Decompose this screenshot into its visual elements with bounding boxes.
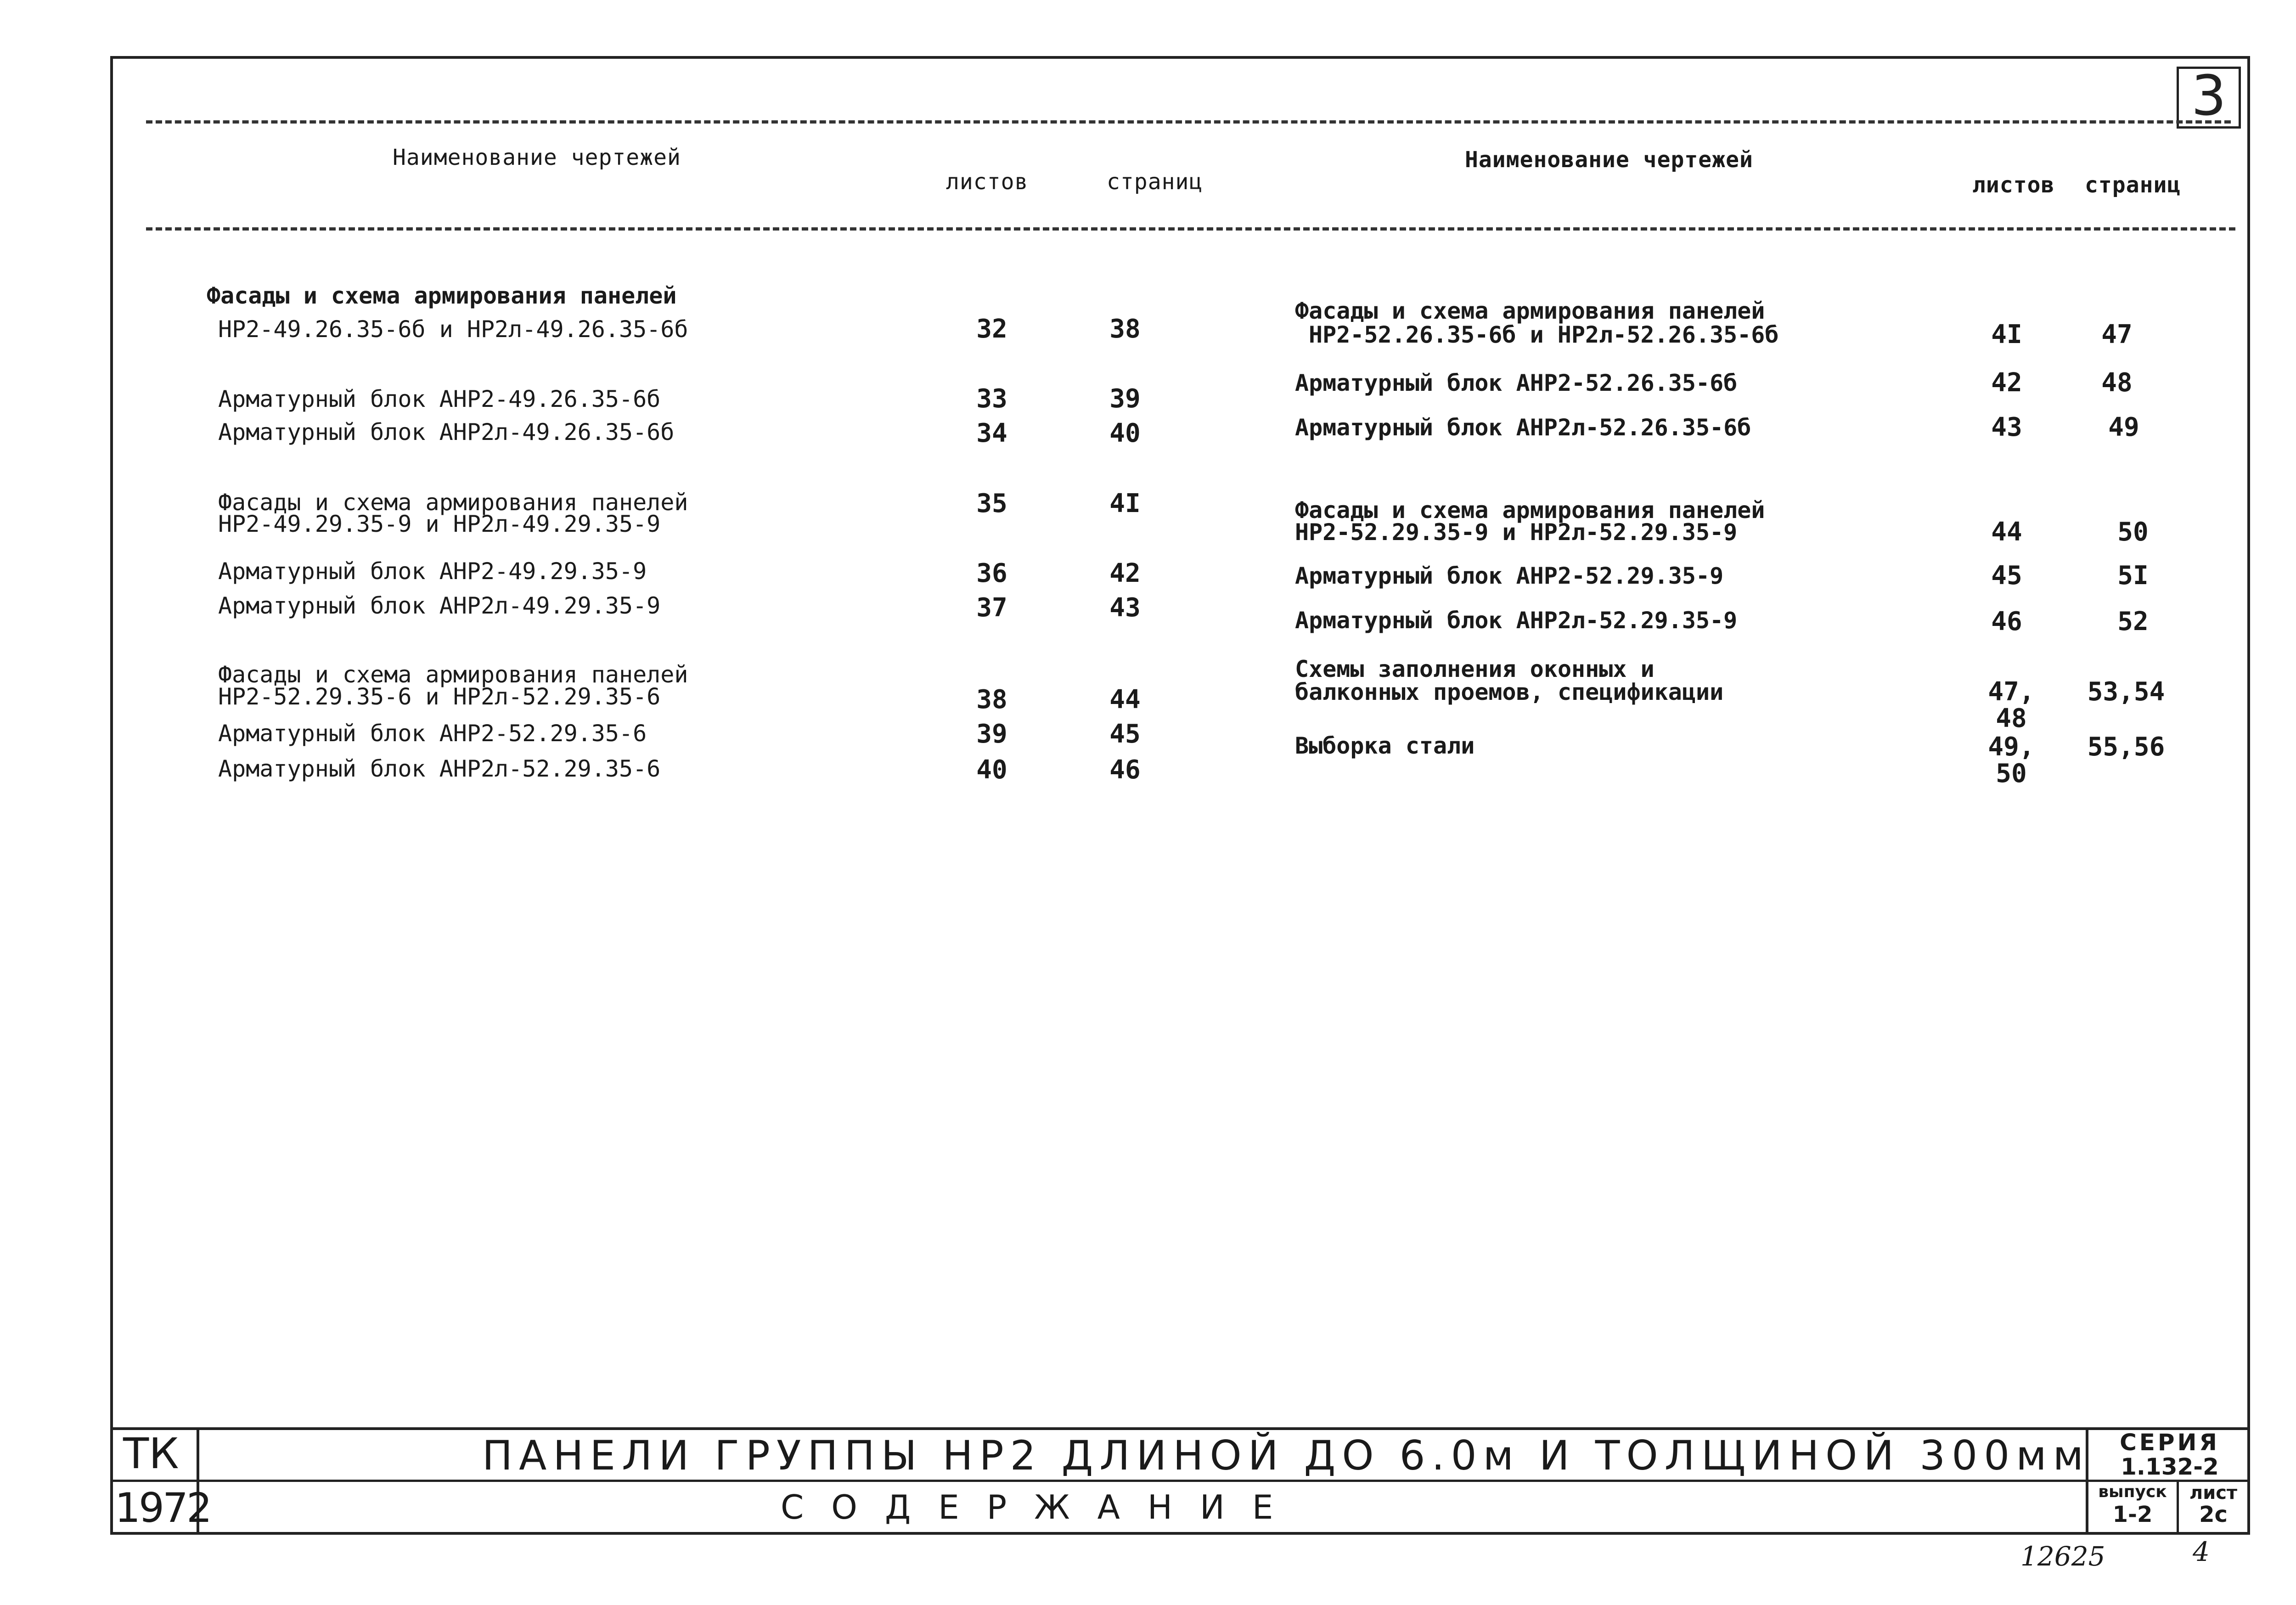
list-item-title: Арматурный блок АНР2-49.29.35-9: [218, 558, 647, 585]
list-item-title: Арматурный блок АНР2л-49.26.35-6б: [218, 419, 675, 445]
list-item-pages: 46: [1109, 755, 1141, 785]
list-item-title: Арматурный блок АНР2л-49.29.35-9: [218, 592, 661, 619]
list-item-title: Фасады и схема армирования панелей: [1295, 497, 1765, 524]
list-item-sheets: 4I: [1991, 320, 2022, 349]
list-item-pages: 38: [1109, 314, 1141, 344]
list-item-code: НР2-49.26.35-6б и НР2л-49.26.35-6б: [218, 316, 688, 343]
inventory-number: 12625: [2020, 1541, 2105, 1572]
list-item-code: НР2-49.29.35-9 и НР2л-49.29.35-9: [218, 511, 661, 537]
right-header-pages: страниц: [2085, 172, 2181, 198]
list-item-sheets: 42: [1991, 368, 2022, 398]
list-item-sheets: 45: [1991, 561, 2022, 591]
header-top-rule: [146, 120, 2231, 124]
list-item-pages: 40: [1109, 418, 1141, 448]
left-header-pages: страниц: [1107, 169, 1203, 195]
list-item-pages: 48: [2101, 368, 2133, 398]
list-item-pages: 52: [2117, 607, 2149, 636]
header-bottom-rule: [146, 227, 2235, 231]
list-item-code: балконных проемов, спецификации: [1295, 679, 1724, 705]
right-header-name: Наименование чертежей: [1465, 147, 1753, 173]
list-item-sheets: 40: [976, 755, 1007, 785]
series-value: 1.132-2: [2121, 1453, 2219, 1480]
list-item-title: Фасады и схема армирования панелей: [1295, 298, 1765, 324]
list-item-sheets: 49, 50: [1988, 732, 2035, 788]
series-label: СЕРИЯ: [2120, 1429, 2220, 1456]
drawing-title: ПАНЕЛИ ГРУППЫ НР2 ДЛИНОЙ ДО 6.0м И ТОЛЩИНОЙ 300мм: [482, 1432, 2090, 1479]
list-item-sheets: 47, 48: [1988, 677, 2035, 733]
list-item-code: НР2-52.29.35-9 и НР2л-52.29.35-9: [1295, 519, 1738, 546]
list-item-sheets: 34: [976, 418, 1007, 448]
list-item-pages: 47: [2101, 320, 2133, 349]
list-item-title: Схемы заполнения оконных и: [1295, 656, 1654, 682]
list-item-sheets: 38: [976, 685, 1007, 715]
list-item-pages: 55,56: [2087, 732, 2165, 762]
left-header-sheets: листов: [946, 169, 1029, 195]
list-item-sheets: 39: [976, 719, 1007, 749]
list-item-sheets: 32: [976, 314, 1007, 344]
list-item-pages: 45: [1109, 719, 1141, 749]
right-header-sheets: листов: [1972, 172, 2055, 198]
list-item-pages: 50: [2117, 517, 2149, 547]
title-block-top-rule: [110, 1427, 2250, 1430]
list-item-pages: 44: [1109, 685, 1141, 715]
list-item-title: Арматурный блок АНР2-52.26.35-6б: [1295, 370, 1738, 396]
page-number: 4: [2193, 1536, 2210, 1567]
drawing-subtitle: СОДЕРЖАНИЕ: [781, 1488, 1301, 1526]
year: 1972: [115, 1484, 210, 1532]
list-item-pages: 49: [2108, 412, 2139, 442]
list-item-sheets: 43: [1991, 412, 2022, 442]
list-item-pages: 39: [1109, 384, 1141, 414]
sheet-label: лист: [2189, 1482, 2238, 1504]
list-item-title: Арматурный блок АНР2л-52.26.35-6б: [1295, 414, 1751, 441]
title-block-mid-rule: [110, 1480, 2250, 1482]
list-item-title: Арматурный блок АНР2-49.26.35-6б: [218, 386, 661, 412]
list-item-title: Арматурный блок АНР2л-52.29.35-6: [218, 755, 661, 782]
list-item-title: Арматурный блок АНР2-52.29.35-9: [1295, 563, 1724, 589]
issue-value: 1-2: [2112, 1502, 2153, 1527]
list-item-pages: 4I: [1109, 489, 1141, 518]
list-item-sheets: 46: [1991, 607, 2022, 636]
list-item-code: НР2-52.29.35-6 и НР2л-52.29.35-6: [218, 683, 661, 710]
list-item-title: Фасады и схема армирования панелей: [218, 489, 688, 516]
list-item-pages: 53,54: [2087, 677, 2165, 707]
issue-label: выпуск: [2098, 1482, 2167, 1501]
list-item-pages: 43: [1109, 593, 1141, 623]
drawing-frame: [110, 56, 2250, 1535]
list-item-sheets: 36: [976, 558, 1007, 588]
sheet-value: 2с: [2199, 1502, 2228, 1527]
list-item-sheets: 44: [1991, 517, 2022, 547]
list-item-title: Арматурный блок АНР2-52.29.35-6: [218, 720, 647, 747]
list-item-pages: 42: [1109, 558, 1141, 588]
list-item-pages: 5I: [2117, 561, 2149, 591]
list-item-title: Арматурный блок АНР2л-52.29.35-9: [1295, 607, 1738, 634]
list-item-title: Выборка стали: [1295, 732, 1475, 759]
org-code: ТК: [123, 1429, 179, 1478]
list-item-sheets: 35: [976, 489, 1007, 518]
list-item-sheets: 37: [976, 593, 1007, 623]
list-item-title: Фасады и схема армирования панелей: [218, 661, 688, 688]
list-item-code: НР2-52.26.35-6б и НР2л-52.26.35-6б: [1309, 321, 1779, 348]
list-item-title: Фасады и схема армирования панелей: [207, 282, 677, 309]
left-header-name: Наименование чертежей: [393, 145, 681, 170]
sheet-number: 3: [2177, 67, 2241, 129]
list-item-sheets: 33: [976, 384, 1007, 414]
